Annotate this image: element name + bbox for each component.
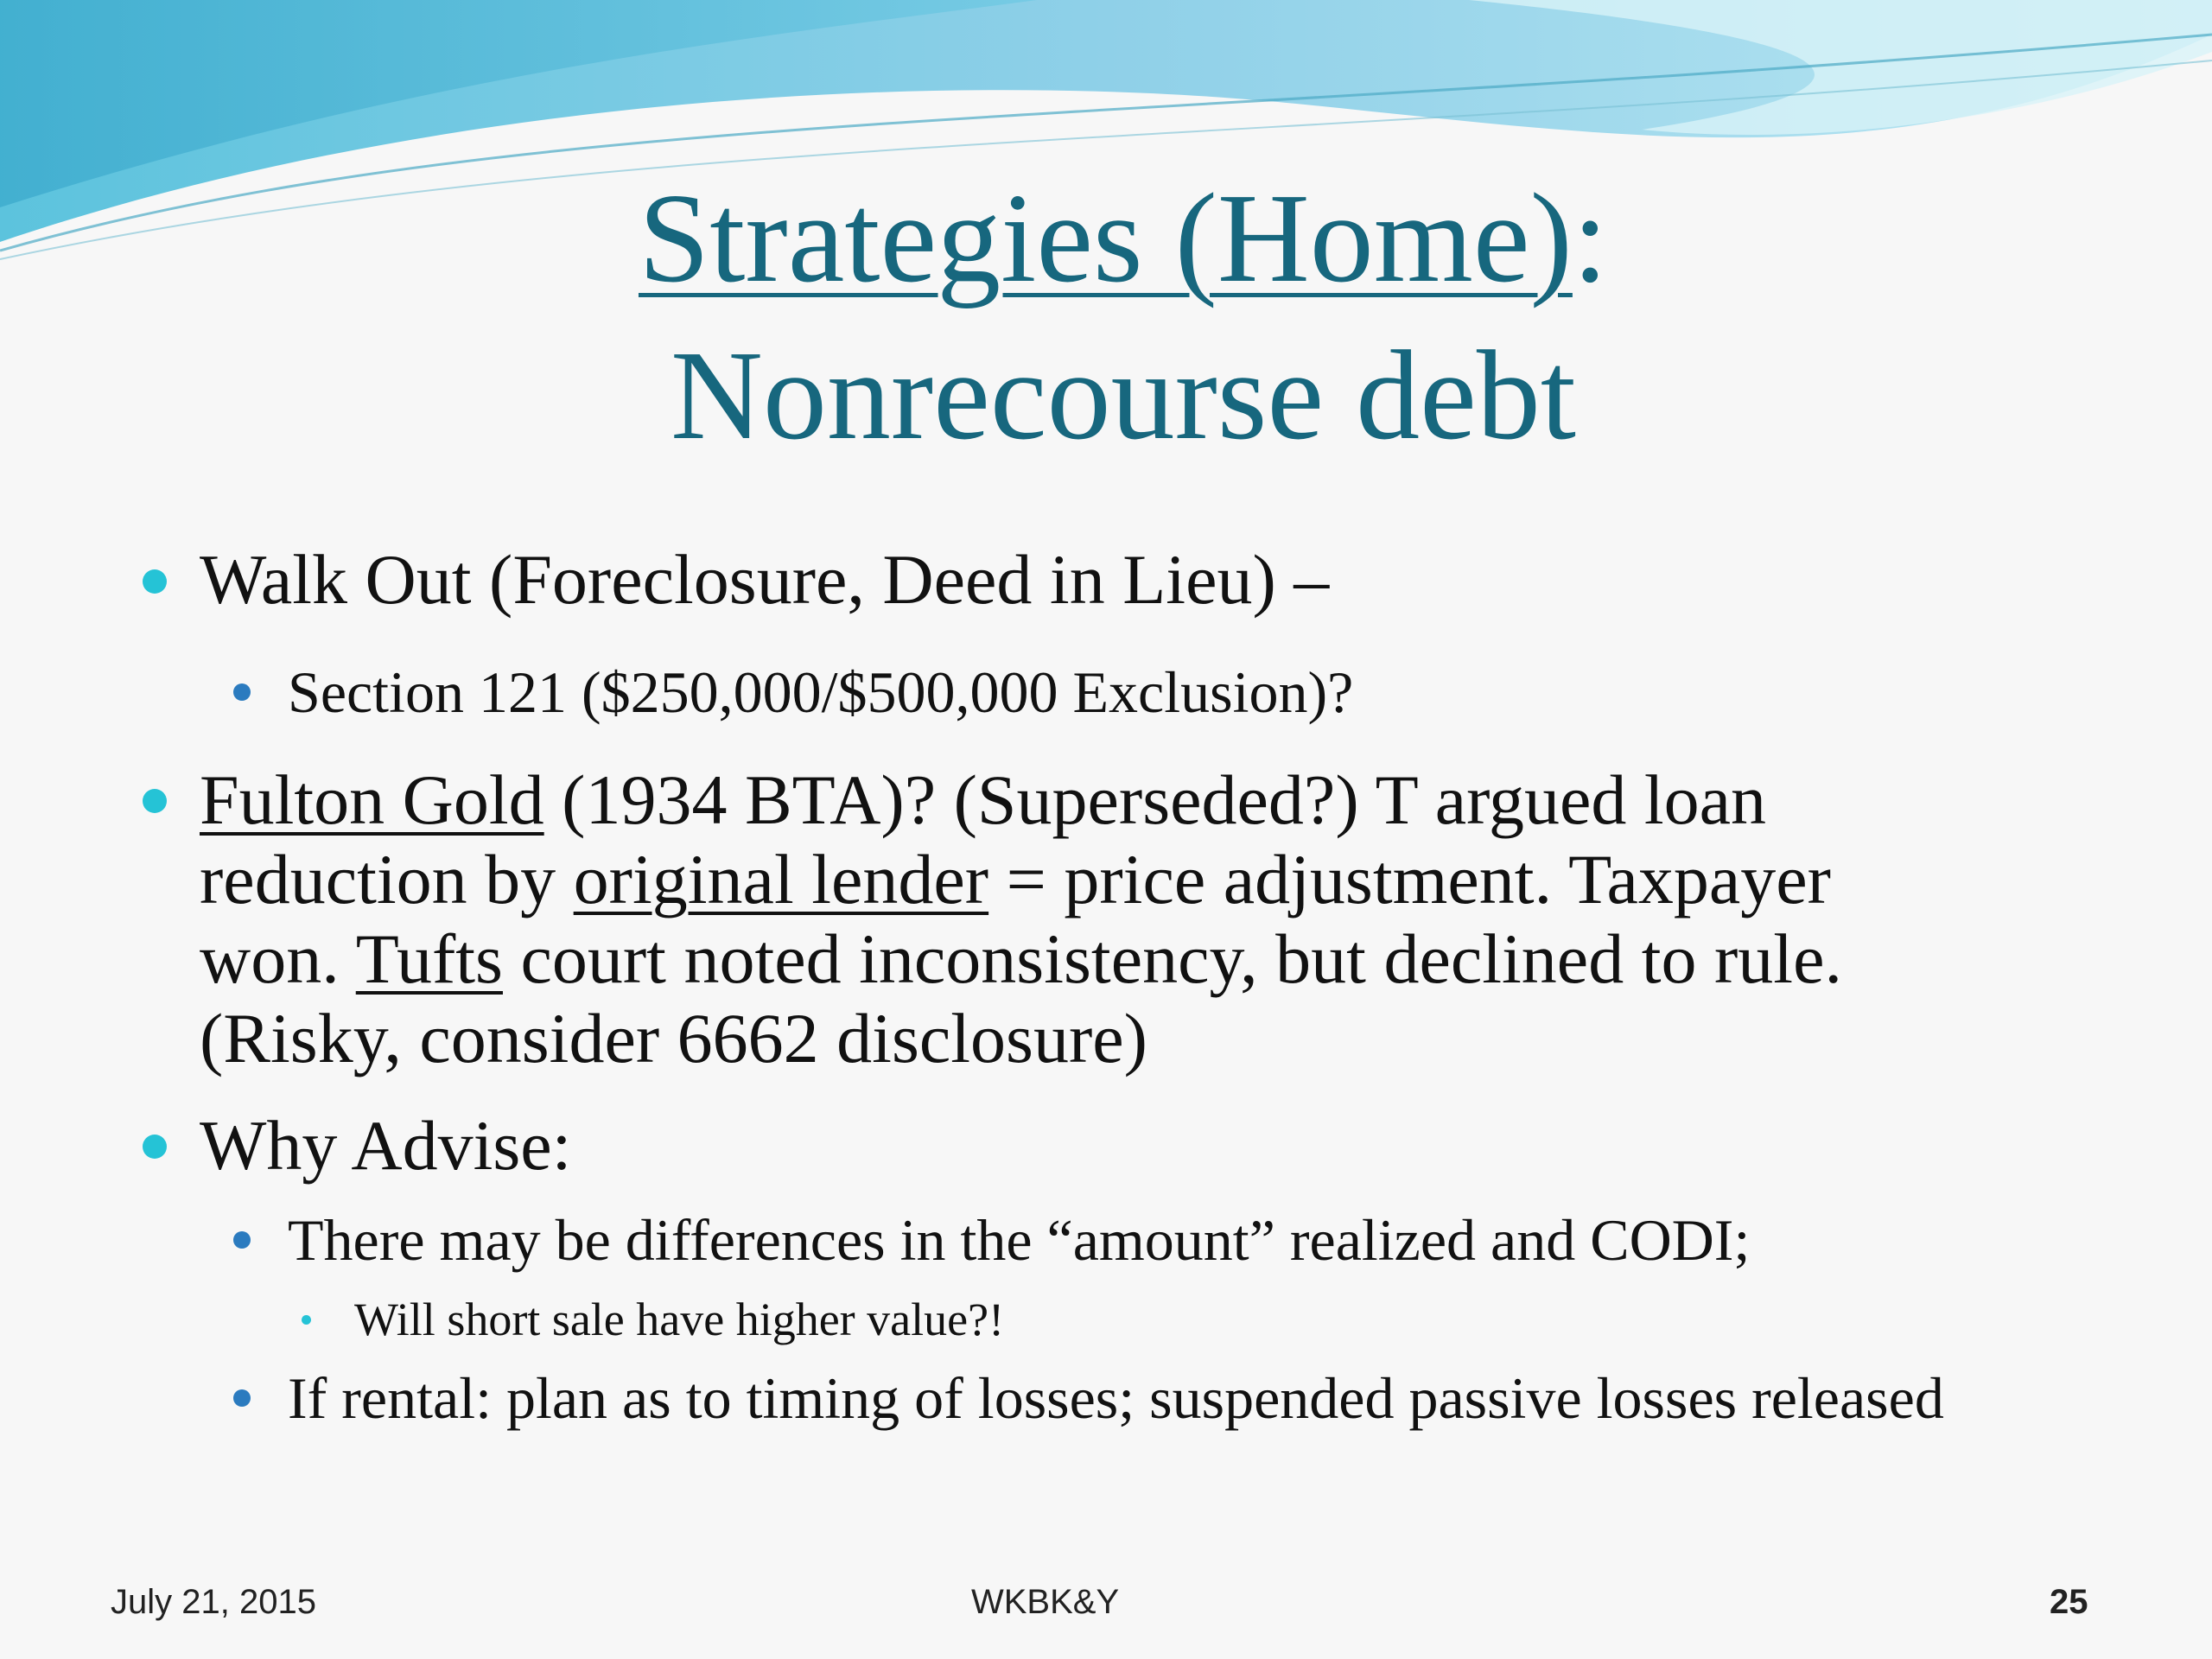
- title-underlined-text: Strategies (Home): [638, 168, 1573, 309]
- fulton-gold-line-1: [200, 760, 2083, 840]
- title-line-2: Nonrecourse debt: [671, 325, 1576, 467]
- bullet-dot: [143, 569, 167, 594]
- footer-date: July 21, 2015: [111, 1583, 316, 1621]
- bullet-if-rental: If rental: plan as to timing of losses; suspended passive losses released: [288, 1365, 1944, 1431]
- case-name-tufts: Tufts: [355, 919, 503, 998]
- original-lender-text: original lender: [573, 840, 989, 918]
- sub-bullet-dot: [233, 683, 251, 701]
- fulton-gold-text: = price adjustment. Taxpayer: [988, 840, 1831, 918]
- fulton-gold-line-2: [200, 840, 2083, 919]
- fulton-gold-line-4: (Risky, consider 6662 disclosure): [200, 999, 1147, 1077]
- bullet-dot: [143, 789, 167, 813]
- fulton-gold-text: court noted inconsistency, but declined to rule.: [502, 919, 1842, 998]
- fulton-gold-text: won.: [200, 919, 356, 998]
- sub-bullet-dot: [233, 1231, 251, 1249]
- title-colon: :: [1572, 168, 1608, 309]
- footer-center-text: WKBK&Y: [971, 1583, 1120, 1621]
- case-name-fulton-gold: Fulton Gold: [200, 760, 544, 839]
- bullet-differences: There may be differences in the “amount” realized and CODI;: [288, 1207, 1751, 1273]
- sub-bullet-dot: [233, 1389, 251, 1407]
- bullet-section-121: Section 121 ($250,000/$500,000 Exclusion)?: [288, 659, 1354, 725]
- sub-sub-bullet-dot: [302, 1315, 311, 1325]
- fulton-gold-text: (1934 BTA)? (Superseded?) T argued loan: [543, 760, 1767, 839]
- fulton-gold-line-3: [200, 919, 2083, 999]
- fulton-gold-text: reduction by: [200, 840, 574, 918]
- bullet-walk-out: Walk Out (Foreclosure, Deed in Lieu) –: [200, 540, 1330, 619]
- bullet-short-sale: Will short sale have higher value?!: [354, 1294, 1005, 1345]
- bullet-fulton-gold: [200, 760, 2083, 1078]
- slide-number: 25: [2050, 1583, 2088, 1621]
- bullet-dot: [143, 1135, 167, 1159]
- bullet-why-advise: Why Advise:: [200, 1106, 572, 1185]
